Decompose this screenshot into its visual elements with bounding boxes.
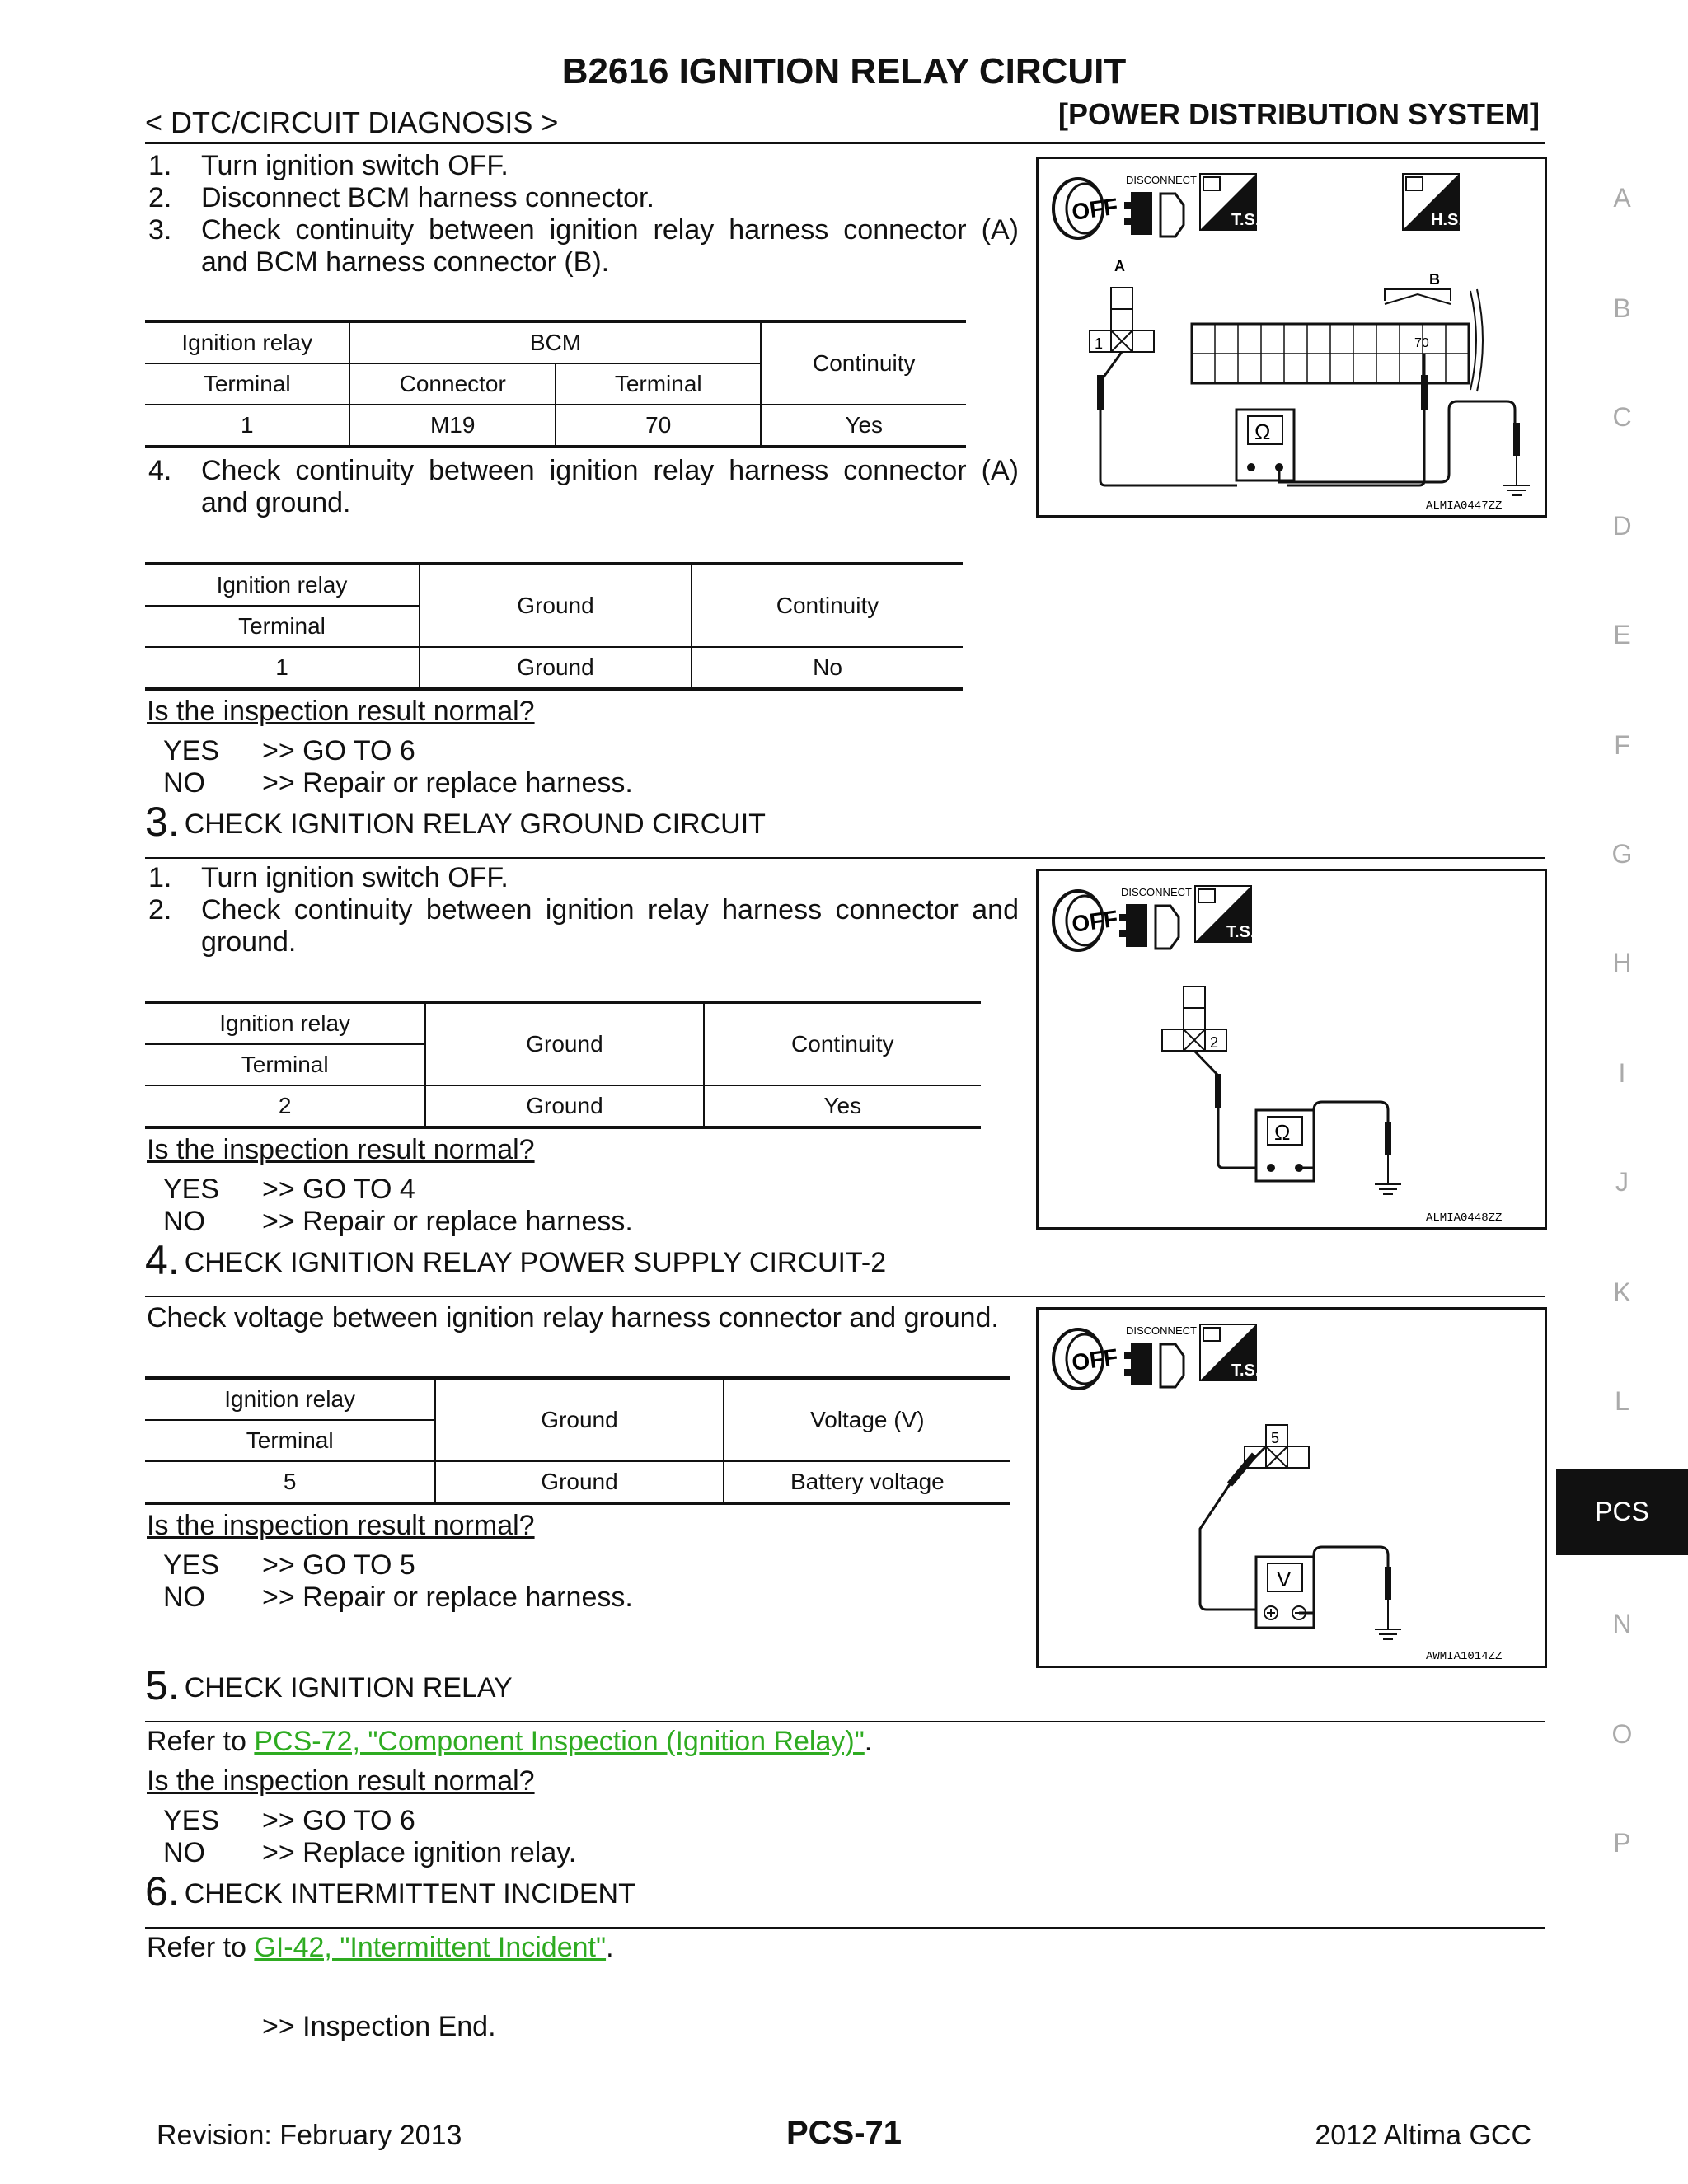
probe-ground (1513, 423, 1520, 456)
inspection-end: >> Inspection End. (262, 2011, 496, 2042)
step4-voltage-table: Ignition relay Ground Voltage (V) Terminal 5 Ground Battery voltage (145, 1376, 1010, 1505)
step6-heading: 6. CHECK INTERMITTENT INCIDENT (145, 1868, 635, 1915)
svg-text:1: 1 (1095, 335, 1104, 352)
connector-a-label: A (1114, 258, 1125, 274)
step4-question: Is the inspection result normal? (147, 1510, 535, 1541)
svg-text:OFF: OFF (1070, 1343, 1120, 1376)
voltmeter (1256, 1557, 1314, 1628)
step2-answers: YES >> GO TO 6 NO >> Repair or replace harness. (163, 735, 633, 799)
probe-right (1421, 375, 1428, 410)
sidenav-item-i[interactable]: I (1618, 1058, 1626, 1088)
list-item: 4. Check continuity between ignition relay harness connector (A) and ground. (148, 455, 1019, 518)
probe-wires (1194, 1051, 1256, 1168)
bcm-connector (1192, 289, 1483, 391)
footer-model: 2012 Altima GCC (1315, 2120, 1531, 2151)
sidenav-item-f[interactable]: F (1614, 730, 1630, 760)
list-item: 3. Check continuity between ignition relay harness connector (A) and BCM harness connector (B). (148, 214, 1019, 278)
step3-heading: 3. CHECK IGNITION RELAY GROUND CIRCUIT (145, 799, 766, 845)
list-item: 1. Turn ignition switch OFF. (148, 150, 509, 181)
ignition-off-icon (1053, 891, 1119, 950)
ignition-off-icon (1053, 1329, 1119, 1389)
probe-ground (1385, 1122, 1391, 1155)
section-breadcrumb: < DTC/CIRCUIT DIAGNOSIS > (145, 105, 559, 139)
probe-left (1097, 375, 1104, 410)
step4-divider (145, 1296, 1545, 1297)
step4-heading: 4. CHECK IGNITION RELAY POWER SUPPLY CIRCUIT-2 (145, 1237, 887, 1283)
step2-question: Is the inspection result normal? (147, 696, 535, 727)
footer-revision: Revision: February 2013 (157, 2120, 462, 2151)
test-equipment-icon (1195, 886, 1254, 942)
step5-heading: 5. CHECK IGNITION RELAY (145, 1662, 513, 1708)
svg-text:V: V (1277, 1567, 1292, 1591)
svg-text:T.S.: T.S. (1231, 211, 1260, 229)
svg-text:5: 5 (1271, 1430, 1280, 1446)
figure-code: AWMIA1014ZZ (1426, 1650, 1503, 1663)
svg-text:T.S.: T.S. (1231, 1361, 1260, 1380)
table-row: 2 Ground Yes (145, 1085, 981, 1127)
figure-code: ALMIA0448ZZ (1426, 1212, 1503, 1225)
svg-text:OFF: OFF (1070, 905, 1120, 938)
sidenav-item-d[interactable]: D (1612, 511, 1632, 541)
step5-question: Is the inspection result normal? (147, 1765, 535, 1797)
probe-left (1230, 1455, 1254, 1484)
system-label: [POWER DISTRIBUTION SYSTEM] (1058, 97, 1540, 131)
step4-answers: YES >> GO TO 5 NO >> Repair or replace harness. (163, 1549, 633, 1613)
step3-answers: YES >> GO TO 4 NO >> Repair or replace harness. (163, 1174, 633, 1237)
table-row: 5 Ground Battery voltage (145, 1461, 1010, 1503)
footer-page-number: PCS-71 (785, 2115, 903, 2151)
connector-b-label: B (1429, 271, 1440, 288)
list-item: 2. Disconnect BCM harness connector. (148, 182, 654, 213)
ignition-relay-connector (1162, 987, 1226, 1051)
list-item: 2. Check continuity between ignition relay harness connector and ground. (148, 894, 1019, 958)
probe-left (1215, 1074, 1221, 1108)
sidenav-item-c[interactable]: C (1612, 402, 1632, 432)
sidenav-item-l[interactable]: L (1615, 1386, 1629, 1416)
sidenav-item-e[interactable]: E (1613, 620, 1631, 649)
svg-text:H.S.: H.S. (1431, 211, 1463, 229)
probe-ground (1385, 1567, 1391, 1600)
ground-lead (1279, 401, 1515, 482)
svg-text:Ω: Ω (1254, 419, 1271, 444)
step5-answers: YES >> GO TO 6 NO >> Replace ignition relay. (163, 1805, 577, 1868)
list-item: 1. Turn ignition switch OFF. (148, 862, 509, 893)
figure-voltage-check (1036, 1307, 1547, 1668)
ignition-off-icon (1053, 179, 1119, 238)
test-equipment-icon (1200, 1324, 1259, 1380)
sidenav-item-g[interactable]: G (1611, 839, 1633, 869)
step3-ground-continuity-table: Ignition relay Ground Continuity Terminal 2 Ground Yes (145, 1001, 981, 1129)
header-divider (145, 142, 1545, 144)
step3-question: Is the inspection result normal? (147, 1134, 535, 1165)
svg-text:2: 2 (1210, 1034, 1219, 1051)
ohmmeter (1236, 410, 1294, 480)
disconnect-connector-icon (1119, 904, 1179, 949)
sidenav-item-k[interactable]: K (1613, 1277, 1631, 1307)
ohmmeter (1256, 1110, 1314, 1181)
wiring-diagram (1039, 1310, 1545, 1666)
svg-text:DISCONNECT: DISCONNECT (1126, 1324, 1197, 1337)
step3-divider (145, 857, 1545, 859)
sidenav-item-j[interactable]: J (1615, 1167, 1629, 1197)
sidenav-item-o[interactable]: O (1611, 1719, 1633, 1749)
step2-ground-continuity-table: Ignition relay Ground Continuity Terminal 1 Ground No (145, 562, 963, 691)
sidenav-item-n[interactable]: N (1612, 1609, 1632, 1638)
wiring-diagram (1039, 159, 1545, 515)
sidenav-item-h[interactable]: H (1612, 948, 1632, 977)
ground-icon (1375, 1600, 1401, 1639)
step5-divider (145, 1721, 1545, 1722)
harness-side-icon (1403, 174, 1463, 230)
ignition-relay-connector (1090, 288, 1154, 352)
sidenav-item-pcs[interactable]: PCS (1556, 1469, 1688, 1555)
disconnect-connector-icon (1124, 192, 1184, 237)
intermittent-incident-link[interactable]: GI-42, "Intermittent Incident" (254, 1932, 607, 1963)
ground-icon (1375, 1155, 1401, 1194)
disconnect-connector-icon (1124, 1343, 1184, 1387)
test-equipment-icon (1200, 174, 1259, 230)
sidenav-item-p[interactable]: P (1613, 1828, 1631, 1858)
step5-reference: Refer to PCS-72, "Component Inspection (Ignition Relay)". (147, 1726, 873, 1757)
sidenav-item-a[interactable]: A (1613, 183, 1631, 213)
svg-text:DISCONNECT: DISCONNECT (1121, 886, 1192, 898)
step2-bcm-continuity-table: Ignition relay BCM Continuity Terminal Connector Terminal 1 M19 70 Yes (145, 320, 966, 448)
svg-text:DISCONNECT: DISCONNECT (1126, 174, 1197, 186)
wiring-diagram (1039, 871, 1545, 1227)
component-inspection-link[interactable]: PCS-72, "Component Inspection (Ignition Relay)" (254, 1726, 865, 1757)
step2-instructions (145, 150, 1019, 279)
svg-text:OFF: OFF (1070, 193, 1120, 226)
step6-reference: Refer to GI-42, "Intermittent Incident". (147, 1932, 614, 1963)
figure-code: ALMIA0447ZZ (1426, 499, 1503, 513)
ground-icon (1503, 456, 1530, 495)
table-row: 1 Ground No (145, 647, 963, 689)
step3-instructions (145, 862, 1019, 958)
svg-text:T.S.: T.S. (1226, 923, 1255, 941)
ignition-relay-connector (1245, 1425, 1309, 1468)
sidenav-item-b[interactable]: B (1613, 293, 1631, 323)
figure-continuity-bcm (1036, 157, 1547, 518)
svg-text:70: 70 (1414, 336, 1429, 350)
table-row: 1 M19 70 Yes (145, 405, 966, 447)
page-title: B2616 IGNITION RELAY CIRCUIT (561, 51, 1127, 91)
svg-text:Ω: Ω (1274, 1120, 1291, 1145)
step2-instruction-4 (145, 455, 1019, 519)
step4-instruction: Check voltage between ignition relay harness connector and ground. (147, 1302, 999, 1333)
figure-continuity-ground (1036, 869, 1547, 1230)
step6-divider (145, 1927, 1545, 1929)
